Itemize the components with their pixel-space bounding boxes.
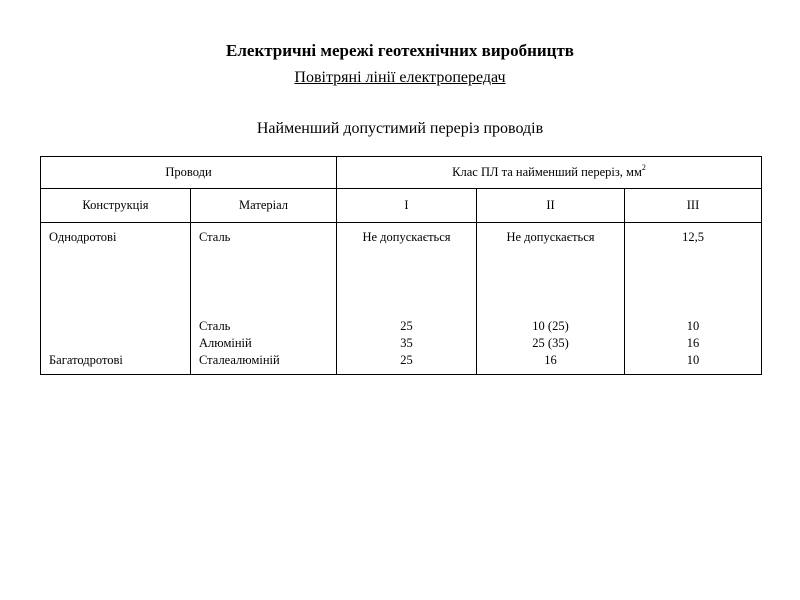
- material-cell: [191, 223, 337, 375]
- table-heading: Найменший допустимий переріз проводів: [256, 120, 544, 137]
- material-multi-3: Сталеалюміній: [199, 352, 280, 367]
- class-group-header-label: Клас ПЛ та найменший переріз, мм: [452, 165, 642, 179]
- class-group-header-sup: 2: [641, 163, 646, 172]
- table-body-row: [41, 223, 762, 375]
- material-multi-1: Сталь: [199, 318, 231, 333]
- column-header-construction: Конструкція: [41, 189, 191, 223]
- class-group-header: [337, 157, 762, 189]
- construction-cell: [41, 223, 191, 375]
- column-header-class-3: III: [625, 189, 762, 223]
- column-header-class-1: I: [337, 189, 477, 223]
- class-3-multi-3: 10: [686, 352, 700, 367]
- group-header-row: [41, 157, 762, 189]
- construction-multi-wire: Багатодротові: [49, 352, 123, 367]
- min-cross-section-table: [40, 156, 762, 375]
- wires-group-header-label: Проводи: [165, 165, 212, 179]
- class-2-multi-2: 25 (35): [532, 335, 569, 350]
- class-2-single-wire: Не допускається: [506, 229, 595, 244]
- page-subtitle: Повітряні лінії електропередач: [294, 69, 506, 86]
- construction-single-wire: Однодротові: [49, 229, 117, 244]
- class-2-multi-1: 10 (25): [532, 318, 569, 333]
- class-1-multi-1: 25: [400, 318, 413, 333]
- column-header-class-2: II: [477, 189, 625, 223]
- material-multi-2: Алюміній: [199, 335, 252, 350]
- material-single-wire: Сталь: [199, 229, 231, 244]
- class-2-multi-3: 16: [544, 352, 557, 367]
- class-1-multi-3: 25: [400, 352, 413, 367]
- class-2-cell: [477, 223, 625, 375]
- class-1-cell: [337, 223, 477, 375]
- wires-group-header: [41, 157, 337, 189]
- class-3-single-wire: 12,5: [682, 229, 704, 244]
- column-header-material: Матеріал: [191, 189, 337, 223]
- class-1-multi-2: 35: [400, 335, 413, 350]
- class-3-cell: [625, 223, 762, 375]
- column-header-row: [41, 189, 762, 223]
- class-3-multi-1: 10: [686, 318, 700, 333]
- page-title: Електричні мережі геотехнічних виробництв: [226, 41, 574, 60]
- class-1-single-wire: Не допускається: [362, 229, 451, 244]
- class-3-multi-2: 16: [686, 335, 700, 350]
